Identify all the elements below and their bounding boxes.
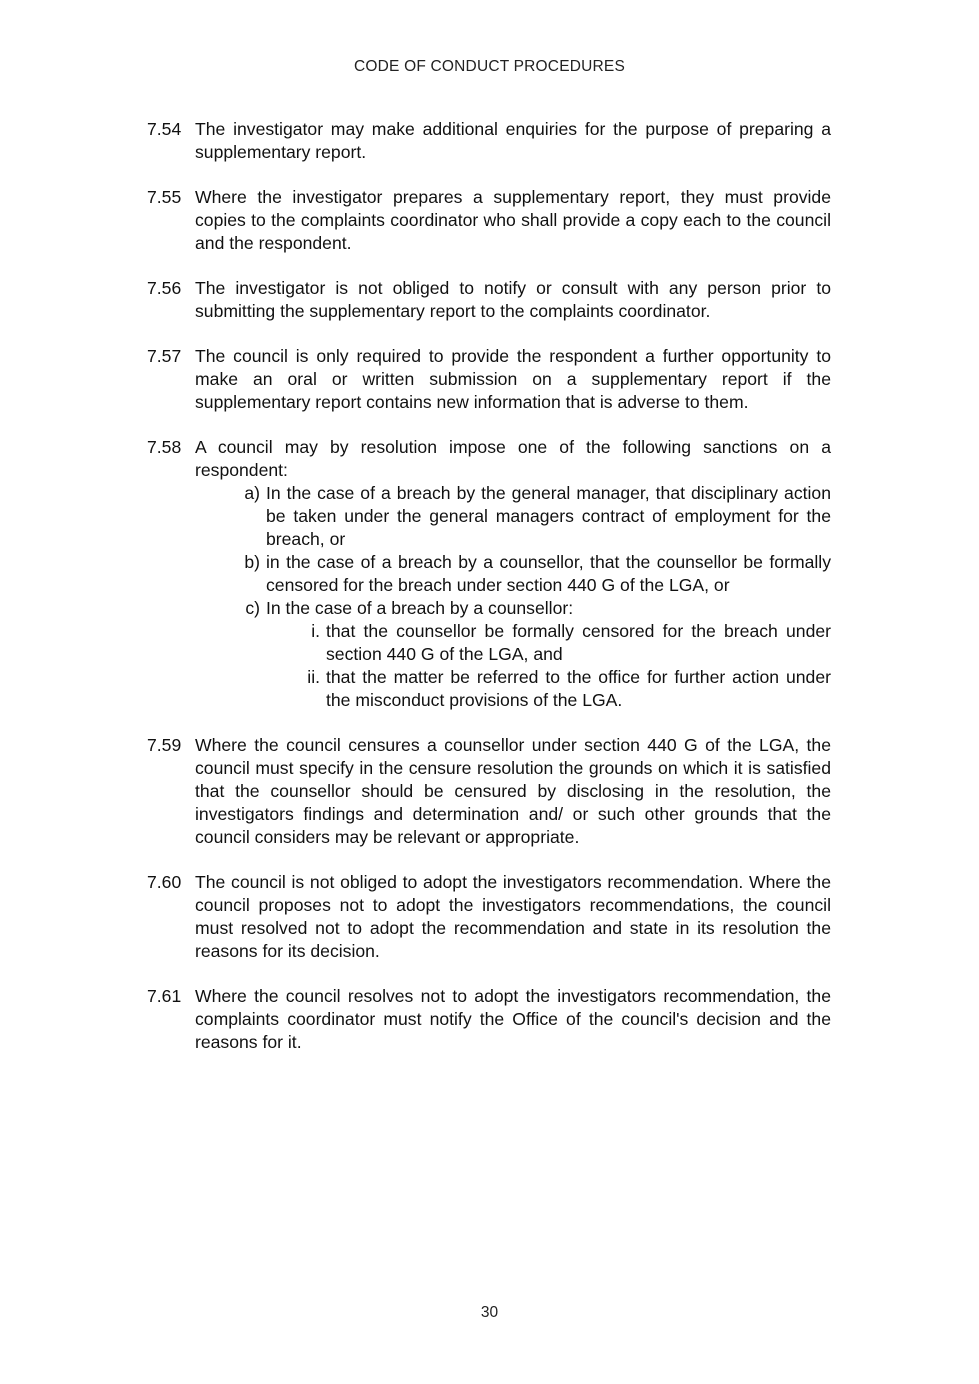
paragraph-7-60 xyxy=(147,871,831,963)
list-marker: b) xyxy=(244,552,260,572)
paragraph-7-56 xyxy=(147,277,831,323)
paragraph-text: A council may by resolution impose one of the following sanctions on a respondent: xyxy=(195,437,831,480)
list-item-text: that the counsellor be formally censored for the breach under section 440 G of the LGA, and xyxy=(326,621,831,664)
paragraph-text: Where the council censures a counsellor under section 440 G of the LGA, the council must specify in the censure resolution the grounds on which it is satisfied that the counsellor should be censured by disclosing in the resolution, the investigators findings and determination and/ or such other grounds that the council considers may be relevant or appropriate. xyxy=(195,735,831,847)
list-item-text: In the case of a breach by the general manager, that disciplinary action be taken under the general managers contract of employment for the breach, or xyxy=(266,483,831,549)
paragraph-text: The investigator may make additional enquiries for the purpose of preparing a supplementary report. xyxy=(195,119,831,162)
paragraph-number: 7.57 xyxy=(147,346,182,366)
paragraph-text: The council is not obliged to adopt the investigators recommendation. Where the council proposes not to adopt the investigators recommendations, the council must resolved not to adopt the recommendation and state in its resolution the reasons for its decision. xyxy=(195,872,831,961)
paragraph-7-55 xyxy=(147,186,831,255)
paragraph-number: 7.61 xyxy=(147,986,182,1006)
paragraph-number: 7.58 xyxy=(147,437,182,457)
list-marker: a) xyxy=(244,483,260,503)
list-item xyxy=(195,597,831,620)
paragraph-number: 7.60 xyxy=(147,872,182,892)
list-marker: ii. xyxy=(307,667,320,687)
paragraph-text: Where the council resolves not to adopt the investigators recommendation, the complaints coordinator must notify the Office of the council's decision and the reasons for it. xyxy=(195,986,831,1052)
list-item xyxy=(195,482,831,551)
list-item-text: that the matter be referred to the office for further action under the misconduct provisions of the LGA. xyxy=(326,667,831,710)
paragraph-number: 7.59 xyxy=(147,735,182,755)
nested-list-item xyxy=(195,620,831,666)
paragraph-number: 7.55 xyxy=(147,187,182,207)
page-header: CODE OF CONDUCT PROCEDURES xyxy=(353,58,626,75)
paragraph-content xyxy=(195,436,831,712)
list-marker: i. xyxy=(311,621,320,641)
paragraph-7-54 xyxy=(147,118,831,164)
paragraph-text: Where the investigator prepares a supplementary report, they must provide copies to the complaints coordinator who shall provide a copy each to the council and the respondent. xyxy=(195,187,831,253)
nested-list-item xyxy=(195,666,831,712)
list-item-text: In the case of a breach by a counsellor: xyxy=(266,598,574,618)
list-item-text: in the case of a breach by a counsellor, that the counsellor be formally censored for the breach under section 440 G of the LGA, or xyxy=(266,552,831,595)
sanctions-list xyxy=(195,482,831,712)
paragraph-7-57 xyxy=(147,345,831,414)
list-marker: c) xyxy=(245,598,260,618)
paragraph-number: 7.56 xyxy=(147,278,182,298)
paragraph-text: The investigator is not obliged to notify or consult with any person prior to submitting the supplementary report to the complaints coordinator. xyxy=(195,278,831,321)
document-body xyxy=(147,118,831,1076)
paragraph-7-61 xyxy=(147,985,831,1054)
paragraph-number: 7.54 xyxy=(147,119,182,139)
paragraph-text: The council is only required to provide the respondent a further opportunity to make an oral or written submission on a supplementary report if the supplementary report contains new information that is adverse to them. xyxy=(195,346,831,412)
list-item xyxy=(195,551,831,597)
page-number: 30 xyxy=(480,1304,499,1321)
paragraph-7-58 xyxy=(147,436,831,712)
paragraph-7-59 xyxy=(147,734,831,849)
